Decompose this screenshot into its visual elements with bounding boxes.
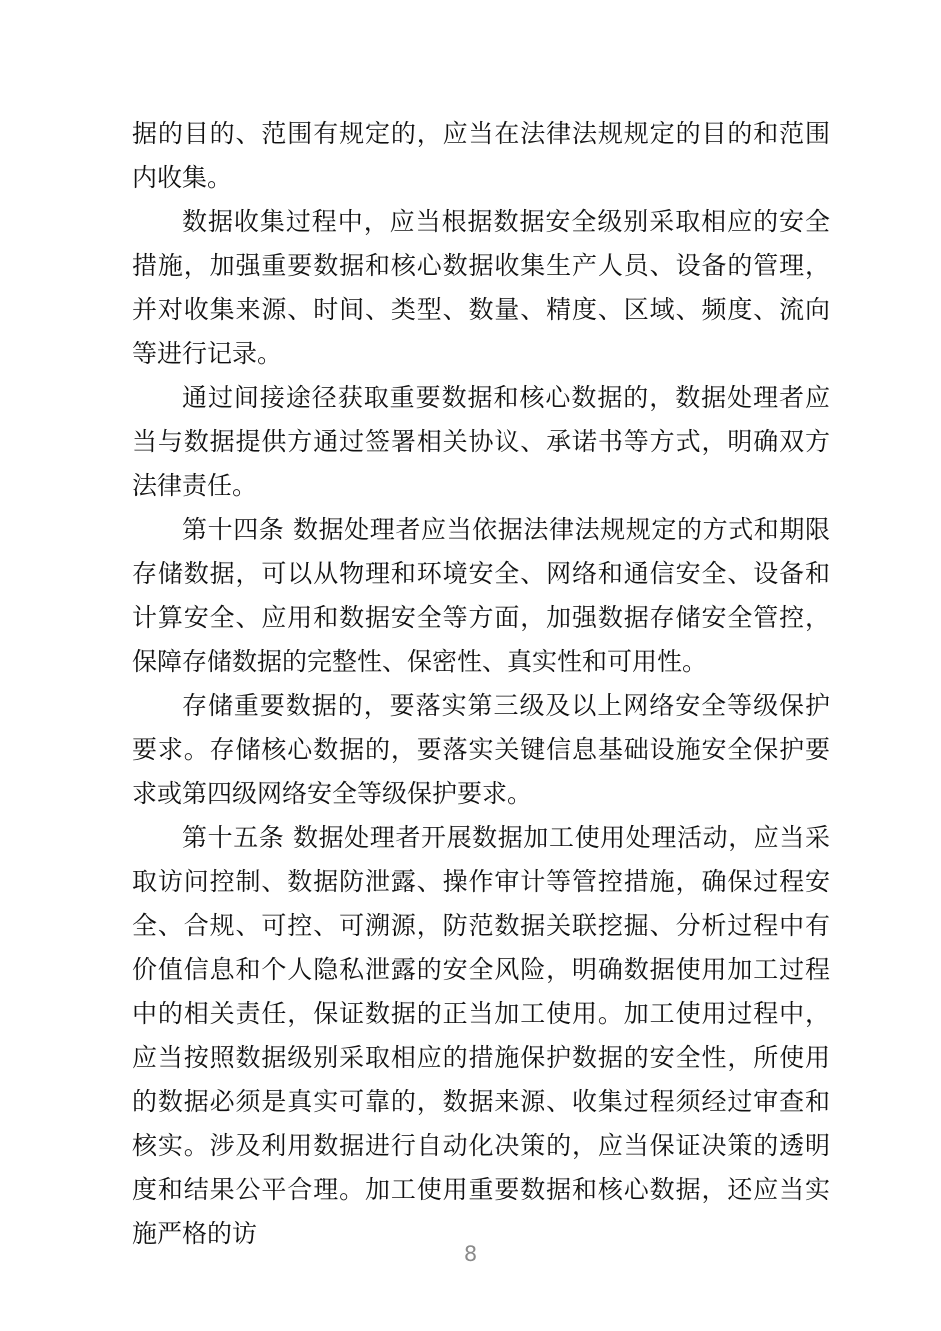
body-paragraph-continuation: 据的目的、范围有规定的，应当在法律法规规定的目的和范围内收集。: [132, 119, 830, 192]
body-paragraph-article-15: 第十五条 数据处理者开展数据加工使用处理活动，应当采取访问控制、数据防泄露、操作审计等管控措施，确保过程安全、合规、可控、可溯源，防范数据关联挖掘、分析过程中有价值信息和个人隐私泄露的安全风险，明确数据使用加工过程中的相关责任，保证数据的正当加工使用。加工使用过程中，应当按照数据级别采取相应的措施保护数据的安全性，所使用的数据必须是真实可靠的，数据来源、收集过程须经过审查和核实。涉及利用数据进行自动化决策的，应当保证决策的透明度和结果公平合理。加工使用重要数据和核心数据，还应当实施严格的访: [132, 823, 830, 1248]
page-number: 8: [463, 1242, 478, 1266]
body-paragraph: 存储重要数据的，要落实第三级及以上网络安全等级保护要求。存储核心数据的，要落实关键信息基础设施安全保护要求或第四级网络安全等级保护要求。: [132, 691, 830, 808]
page-body-text: [132, 112, 830, 1256]
body-paragraph-article-14: 第十四条 数据处理者应当依据法律法规规定的方式和期限存储数据，可以从物理和环境安全、网络和通信安全、设备和计算安全、应用和数据安全等方面，加强数据存储安全管控，保障存储数据的完整性、保密性、真实性和可用性。: [132, 515, 830, 676]
body-paragraph: 数据收集过程中，应当根据数据安全级别采取相应的安全措施，加强重要数据和核心数据收集生产人员、设备的管理，并对收集来源、时间、类型、数量、精度、区域、频度、流向等进行记录。: [132, 207, 830, 368]
page-footer: [0, 1240, 941, 1268]
body-paragraph: 通过间接途径获取重要数据和核心数据的，数据处理者应当与数据提供方通过签署相关协议、承诺书等方式，明确双方法律责任。: [132, 383, 830, 500]
